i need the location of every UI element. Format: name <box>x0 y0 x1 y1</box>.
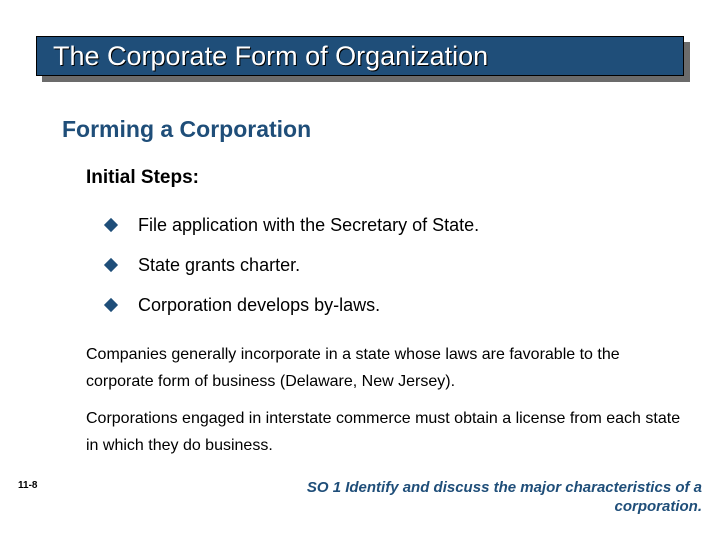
section-heading: Initial Steps: <box>86 167 199 188</box>
paragraph-incorporation-state: Companies generally incorporate in a state whose laws are favorable to the corporate form of business (Delaware, New Jersey). <box>86 346 620 390</box>
bullet-list <box>100 205 479 325</box>
page-number: 11-8 <box>18 480 38 491</box>
bullet-text: State grants charter. <box>138 254 301 275</box>
study-objective-footer: SO 1 Identify and discuss the major characteristics of a corporation. <box>306 479 702 515</box>
slide-title: The Corporate Form of Organization <box>53 40 489 71</box>
bullet-text: Corporation develops by-laws. <box>138 294 381 315</box>
title-bar <box>36 36 684 76</box>
slide-subtitle: Forming a Corporation <box>62 116 312 142</box>
bullet-item <box>100 205 479 245</box>
bullet-item <box>100 285 479 325</box>
diamond-bullet-icon <box>104 298 118 312</box>
bullet-text: File application with the Secretary of State. <box>138 214 480 235</box>
paragraph-interstate-license: Corporations engaged in interstate commerce must obtain a license from each state in which they do business. <box>86 410 681 454</box>
bullet-item <box>100 245 479 285</box>
diamond-bullet-icon <box>104 218 118 232</box>
diamond-bullet-icon <box>104 258 118 272</box>
